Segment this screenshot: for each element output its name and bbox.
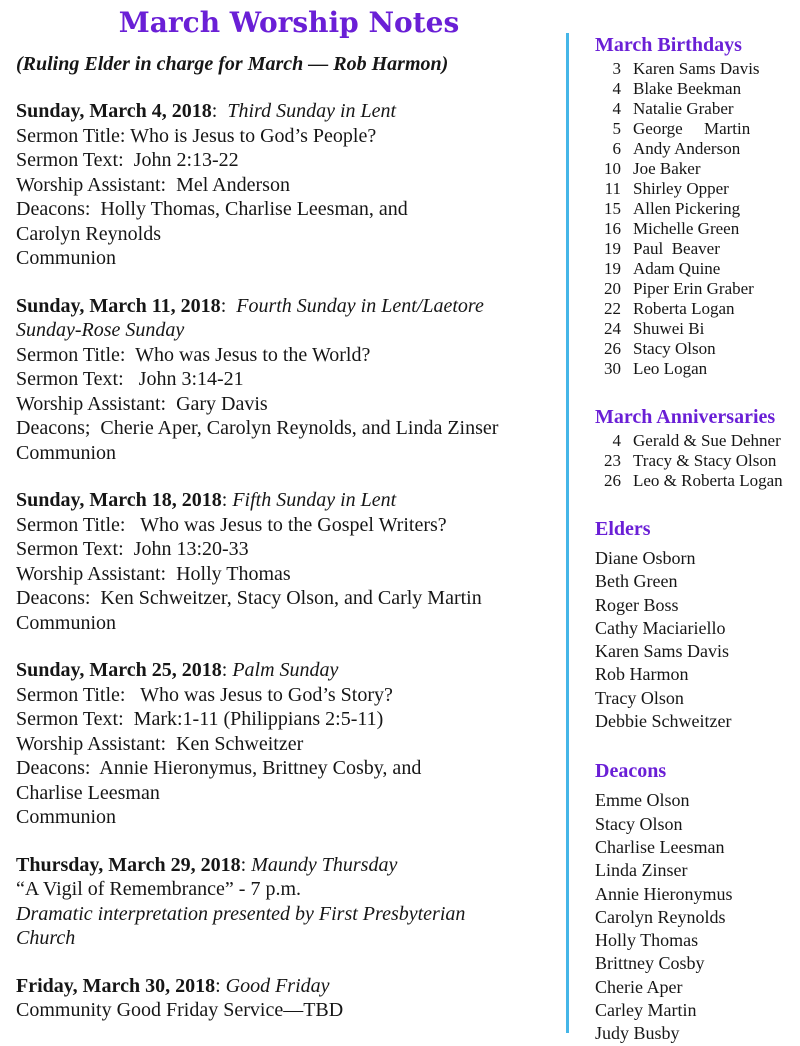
birthday-row [595, 79, 800, 99]
service-separator: : [220, 294, 237, 317]
deacon-name: Annie Hieronymus [595, 883, 733, 904]
birthday-row [595, 239, 800, 259]
birthday-day: 24 [604, 319, 621, 338]
elder-name: Beth Green [595, 571, 678, 592]
birthday-day: 4 [612, 99, 621, 118]
deacon-name: Holly Thomas [595, 930, 699, 951]
elder-name: Karen Sams Davis [595, 641, 729, 662]
service-liturgical-title: Fourth Sunday in Lent/Laetore [236, 294, 484, 317]
birthday-row [595, 359, 800, 379]
service-date: Sunday, March 18, 2018 [16, 489, 222, 511]
service-line: Deacons: Holly Thomas, Charlise Leesman, and [16, 198, 408, 220]
deacon-name: Carolyn Reynolds [595, 906, 726, 927]
birthday-row [595, 139, 800, 159]
service-liturgical-title-line2: Sunday-Rose Sunday [16, 319, 185, 341]
elder-name: Cathy Maciariello [595, 617, 726, 638]
service-separator: : [221, 659, 233, 681]
sidebar [566, 33, 800, 1044]
service-line: Community Good Friday Service—TBD [16, 999, 344, 1021]
elder-name: Tracy Olson [595, 687, 684, 708]
birthday-day: 6 [612, 139, 621, 158]
service-line: Carolyn Reynolds [16, 222, 161, 245]
birthday-day: 3 [612, 59, 621, 78]
service-line: Sermon Text: John 3:14-21 [16, 368, 244, 390]
anniversaries-list [595, 431, 800, 491]
service-line: “A Vigil of Remembrance” - 7 p.m. [16, 878, 302, 900]
birthday-name: Piper Erin Graber [633, 279, 754, 298]
birthday-name: Natalie Graber [633, 99, 734, 118]
service-section-march-29 [16, 853, 562, 951]
deacon-name: Charlise Leesman [595, 836, 725, 857]
service-heading [16, 974, 562, 999]
anniversary-row [595, 471, 800, 491]
birthday-day: 16 [604, 219, 621, 238]
anniversaries-heading: March Anniversaries [595, 406, 776, 428]
service-line: Deacons: Annie Hieronymus, Brittney Cosby, and [16, 757, 422, 779]
elder-name: Diane Osborn [595, 548, 696, 568]
service-line: Sermon Text: Mark:1-11 (Philippians 2:5-11) [16, 708, 384, 730]
birthday-day: 19 [604, 259, 621, 278]
service-line: Sermon Title: Who was Jesus to God’s Story? [16, 683, 393, 706]
service-line: Worship Assistant: Holly Thomas [16, 562, 291, 585]
birthday-name: Allen Pickering [633, 199, 741, 218]
anniversary-day: 26 [604, 471, 621, 490]
service-line: Communion [16, 441, 117, 464]
service-liturgical-title: Maundy Thursday [251, 853, 398, 876]
deacon-name: Linda Zinser [595, 860, 688, 881]
birthday-day: 4 [612, 79, 621, 98]
elder-name: Debbie Schweitzer [595, 711, 732, 732]
service-heading [16, 99, 562, 124]
service-line: Worship Assistant: Mel Anderson [16, 173, 290, 196]
anniversaries-section [595, 405, 800, 491]
deacons-list [595, 789, 800, 1045]
elder-name: Roger Boss [595, 594, 679, 615]
service-line: Sermon Text: John 2:13-22 [16, 149, 239, 171]
service-line: Dramatic interpretation presented by First Presbyterian [16, 902, 466, 925]
service-line: Worship Assistant: Ken Schweitzer [16, 732, 304, 755]
service-date: Thursday, March 29, 2018 [16, 853, 241, 876]
deacon-name: Emme Olson [595, 790, 690, 811]
birthday-name: Shirley Opper [633, 179, 729, 198]
birthday-day: 15 [604, 199, 621, 218]
birthday-name: Stacy Olson [633, 339, 716, 358]
anniversary-name: Leo & Roberta Logan [633, 471, 783, 490]
service-liturgical-title: Third Sunday in Lent [227, 100, 397, 122]
service-line: Deacons: Ken Schweitzer, Stacy Olson, and Carly Martin [16, 587, 482, 609]
birthday-day: 22 [604, 299, 621, 318]
birthday-row [595, 199, 800, 219]
service-line: Communion [16, 611, 117, 634]
service-line: Sermon Title: Who was Jesus to the World? [16, 343, 371, 366]
birthday-row [595, 219, 800, 239]
elders-heading: Elders [595, 518, 651, 540]
deacon-name: Cherie Aper [595, 976, 683, 997]
deacon-name: Stacy Olson [595, 813, 683, 834]
service-separator: : [211, 100, 228, 122]
service-liturgical-title: Palm Sunday [232, 659, 339, 681]
service-line: Communion [16, 806, 117, 828]
birthday-day: 26 [604, 339, 621, 358]
birthday-name: Karen Sams Davis [633, 59, 760, 78]
service-line: Charlise Leesman [16, 781, 160, 804]
service-liturgical-title: Good Friday [225, 974, 330, 997]
anniversary-name: Gerald & Sue Dehner [633, 431, 781, 450]
birthday-row [595, 319, 800, 339]
service-separator: : [240, 853, 252, 876]
ruling-elder-note: (Ruling Elder in charge for March — Rob Harmon) [16, 53, 449, 75]
service-separator: : [215, 974, 226, 997]
birthday-name: Roberta Logan [633, 299, 735, 318]
birthdays-list [595, 59, 800, 379]
service-date: Friday, March 30, 2018 [16, 974, 216, 997]
page-title: March Worship Notes [118, 6, 460, 39]
birthday-row [595, 179, 800, 199]
birthday-name: George Martin [633, 119, 751, 138]
anniversary-day: 23 [604, 451, 621, 470]
service-heading [16, 853, 562, 878]
birthday-day: 11 [604, 179, 621, 198]
service-section-march-18 [16, 488, 562, 635]
service-heading [16, 294, 562, 319]
birthday-row [595, 119, 800, 139]
elder-name: Rob Harmon [595, 664, 689, 685]
birthday-name: Andy Anderson [633, 139, 741, 158]
anniversary-day: 4 [612, 431, 621, 450]
service-line: Church [16, 927, 76, 949]
birthday-name: Michelle Green [633, 219, 740, 238]
birthday-name: Leo Logan [633, 359, 708, 378]
birthday-name: Shuwei Bi [633, 319, 705, 338]
birthday-day: 20 [604, 279, 621, 298]
service-section-march-25 [16, 658, 562, 830]
deacon-name: Carley Martin [595, 1000, 697, 1021]
deacons-heading: Deacons [595, 760, 667, 783]
birthday-row [595, 59, 800, 79]
deacons-section [595, 759, 800, 1045]
service-section-march-30 [16, 974, 562, 1023]
anniversary-row [595, 451, 800, 471]
service-section-march-11 [16, 294, 562, 466]
service-heading [16, 488, 562, 513]
service-date: Sunday, March 4, 2018 [16, 100, 212, 122]
elders-section [595, 517, 800, 733]
deacon-name: Brittney Cosby [595, 953, 705, 974]
birthday-row [595, 299, 800, 319]
deacon-name: Judy Busby [595, 1023, 680, 1044]
service-date: Sunday, March 11, 2018 [16, 294, 221, 317]
birthday-row [595, 259, 800, 279]
birthday-day: 19 [604, 239, 621, 258]
elders-list [595, 547, 800, 733]
birthdays-heading: March Birthdays [595, 34, 742, 56]
birthday-name: Blake Beekman [633, 79, 742, 98]
birthday-row [595, 159, 800, 179]
service-line: Sermon Text: John 13:20-33 [16, 538, 249, 560]
birthday-name: Joe Baker [633, 159, 701, 178]
service-section-march-4 [16, 99, 562, 271]
anniversary-row [595, 431, 800, 451]
birthday-row [595, 279, 800, 299]
birthday-day: 5 [612, 119, 621, 138]
service-line: Deacons; Cherie Aper, Carolyn Reynolds, and Linda Zinser [16, 417, 499, 439]
anniversary-name: Tracy & Stacy Olson [633, 451, 777, 470]
birthdays-section [595, 33, 800, 379]
service-line: Worship Assistant: Gary Davis [16, 392, 268, 415]
service-line: Sermon Title: Who is Jesus to God’s People? [16, 124, 377, 147]
birthday-day: 10 [604, 159, 621, 178]
service-line: Sermon Title: Who was Jesus to the Gospel Writers? [16, 513, 447, 536]
service-heading [16, 658, 562, 683]
birthday-row [595, 99, 800, 119]
birthday-row [595, 339, 800, 359]
service-line: Communion [16, 247, 117, 269]
birthday-name: Adam Quine [633, 259, 721, 278]
service-separator: : [221, 489, 233, 511]
service-liturgical-title: Fifth Sunday in Lent [232, 489, 397, 511]
service-date: Sunday, March 25, 2018 [16, 659, 222, 681]
main-column [16, 6, 562, 1023]
birthday-day: 30 [604, 359, 621, 378]
birthday-name: Paul Beaver [633, 239, 720, 258]
